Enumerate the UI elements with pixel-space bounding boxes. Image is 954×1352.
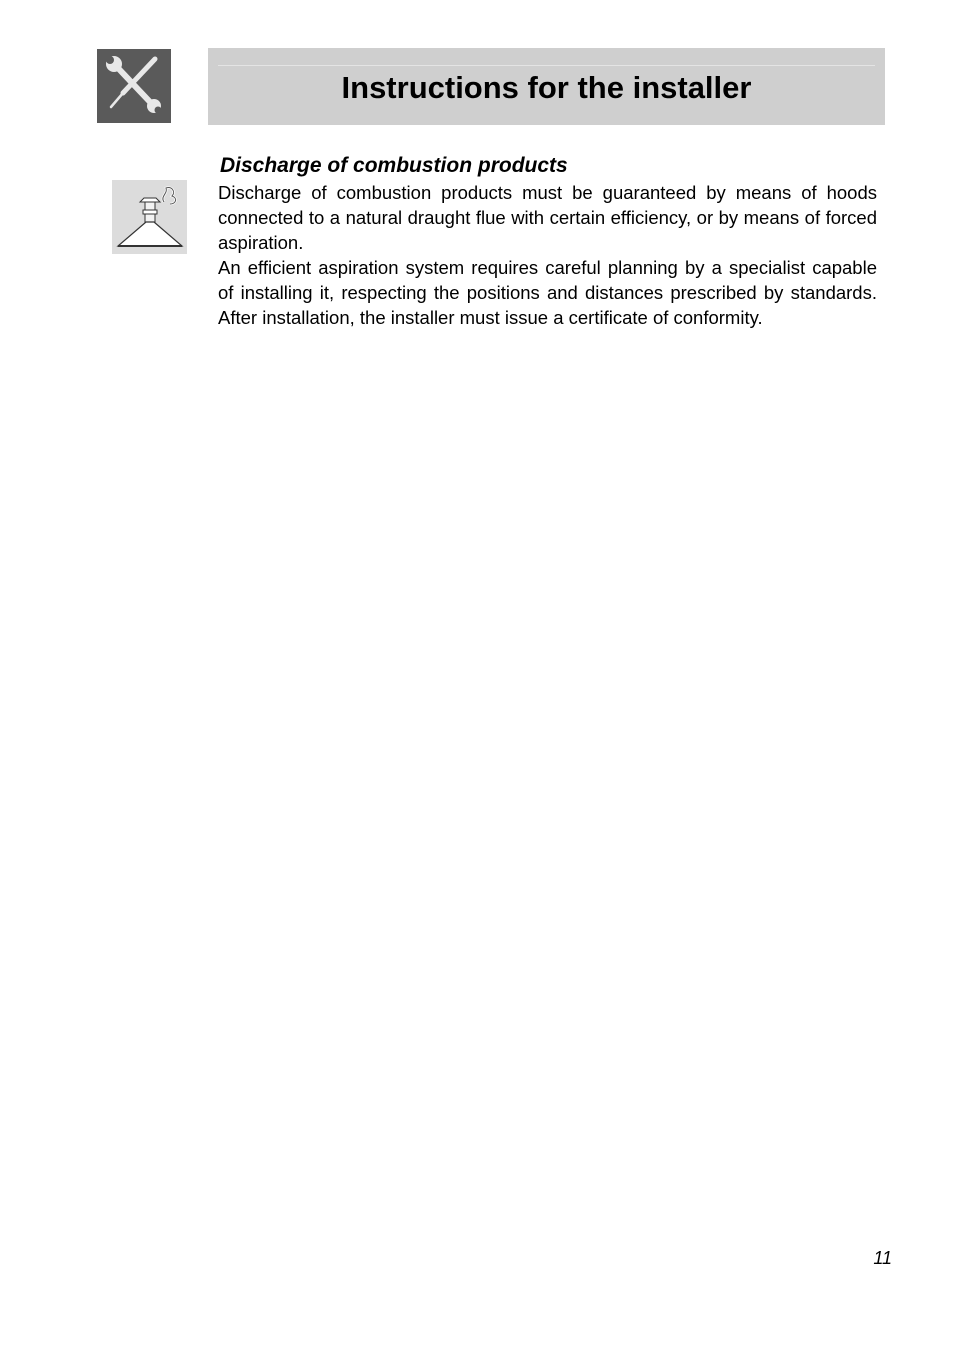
page-title: Instructions for the installer bbox=[341, 70, 752, 105]
hood-flue-icon bbox=[112, 180, 187, 254]
header-divider bbox=[218, 65, 875, 66]
header-bar bbox=[208, 48, 885, 125]
section-heading: Discharge of combustion products bbox=[220, 154, 568, 177]
tools-icon bbox=[97, 49, 171, 123]
page-number: 11 bbox=[873, 1248, 892, 1268]
section-body bbox=[218, 180, 877, 330]
paragraph: Discharge of combustion products must be guaranteed by means of hoods connected to a natural draught flue with certain efficiency, or by means of forced aspiration. bbox=[218, 182, 877, 253]
paragraph: An efficient aspiration system requires careful planning by a specialist capable of installing it, respecting the positions and distances prescribed by standards. After installation, the installer must issue a certificate of conformity. bbox=[218, 257, 877, 328]
